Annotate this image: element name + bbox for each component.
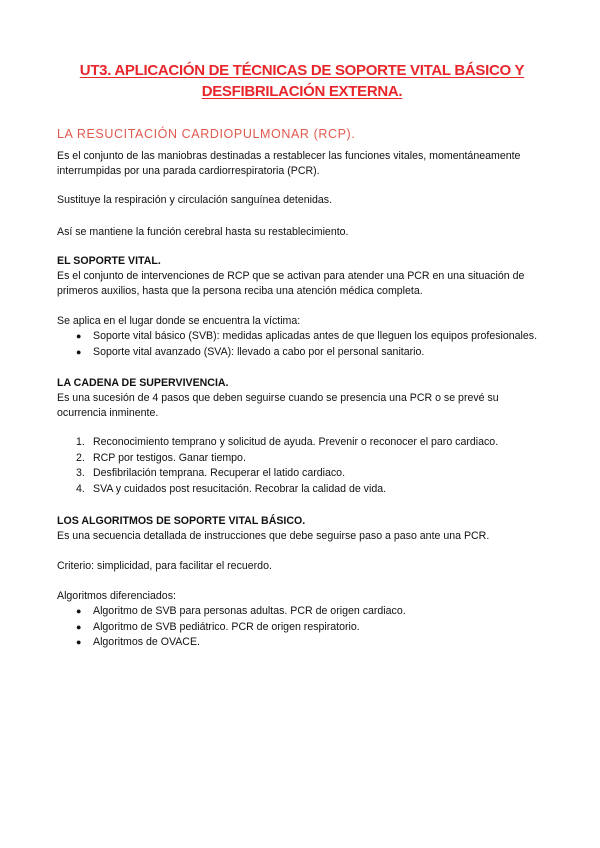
algoritmos-list — [57, 604, 547, 651]
document-title — [57, 60, 547, 102]
list-item: ● Algoritmos de OVACE. — [57, 635, 547, 651]
cadena-list — [57, 435, 547, 497]
bullet-icon: ● — [76, 331, 82, 341]
list-item: ● Algoritmo de SVB para personas adultas. PCR de origen cardiaco. — [57, 604, 547, 620]
list-item: ● Soporte vital básico (SVB): medidas aplicadas antes de que lleguen los equipos profesionales. — [57, 329, 547, 345]
bullet-icon: ● — [76, 637, 82, 647]
cadena-para-1: Es una sucesión de 4 pasos que deben seguirse cuando se presencia una PCR o se prevé su ocurrencia inminente. — [57, 392, 499, 419]
algoritmos-para-3: Algoritmos diferenciados: — [57, 590, 176, 602]
soporte-vital-heading: EL SOPORTE VITAL. — [57, 255, 161, 267]
list-item: 1. Reconocimiento temprano y solicitud de ayuda. Prevenir o reconocer el paro cardiaco. — [76, 436, 499, 448]
soporte-vital-para-1: Es el conjunto de intervenciones de RCP que se activan para atender una PCR en una situación de primeros auxilios, hasta que la persona reciba una atención médica completa. — [57, 270, 525, 297]
bullet-icon: ● — [76, 621, 82, 632]
algoritmos-para-2: Criterio: simplicidad, para facilitar el recuerdo. — [57, 560, 272, 572]
cadena-heading: LA CADENA DE SUPERVIVENCIA. — [57, 377, 229, 389]
title-line-1: UT3. APLICACIÓN DE TÉCNICAS DE SOPORTE VITAL BÁSICO Y — [79, 62, 525, 79]
rcp-para-2: Sustituye la respiración y circulación sanguínea detenidas. — [57, 194, 333, 206]
bullet-icon: ● — [76, 346, 82, 357]
algoritmos-section — [57, 514, 547, 651]
soporte-vital-para-2: Se aplica en el lugar donde se encuentra la víctima: — [57, 315, 301, 327]
algoritmos-heading: LOS ALGORITMOS DE SOPORTE VITAL BÁSICO. — [57, 515, 306, 527]
soporte-vital-section — [57, 254, 547, 360]
list-item: 4. SVA y cuidados post resucitación. Recobrar la calidad de vida. — [76, 482, 387, 495]
list-item: 3. Desfibrilación temprana. Recuperar el latido cardiaco. — [76, 467, 346, 479]
title-line-2: DESFIBRILACIÓN EXTERNA. — [201, 83, 403, 100]
cadena-section — [57, 376, 547, 497]
rcp-para-3: Así se mantiene la función cerebral hasta su restablecimiento. — [57, 226, 349, 238]
list-item: ● Soporte vital avanzado (SVA): llevado a cabo por el personal sanitario. — [57, 345, 547, 361]
rcp-heading: LA RESUCITACIÓN CARDIOPULMONAR (RCP). — [57, 127, 356, 141]
list-item: ● Algoritmo de SVB pediátrico. PCR de origen respiratorio. — [57, 620, 547, 636]
rcp-section — [57, 149, 547, 240]
rcp-para-1: Es el conjunto de las maniobras destinadas a restablecer las funciones vitales, momentáneamente interrumpidas por una parada cardiorrespiratoria (PCR). — [57, 150, 521, 177]
list-item: 2. RCP por testigos. Ganar tiempo. — [76, 451, 246, 464]
algoritmos-para-1: Es una secuencia detallada de instrucciones que debe seguirse paso a paso ante una PCR. — [57, 530, 490, 542]
bullet-icon: ● — [76, 606, 82, 616]
soporte-vital-list — [57, 329, 547, 360]
